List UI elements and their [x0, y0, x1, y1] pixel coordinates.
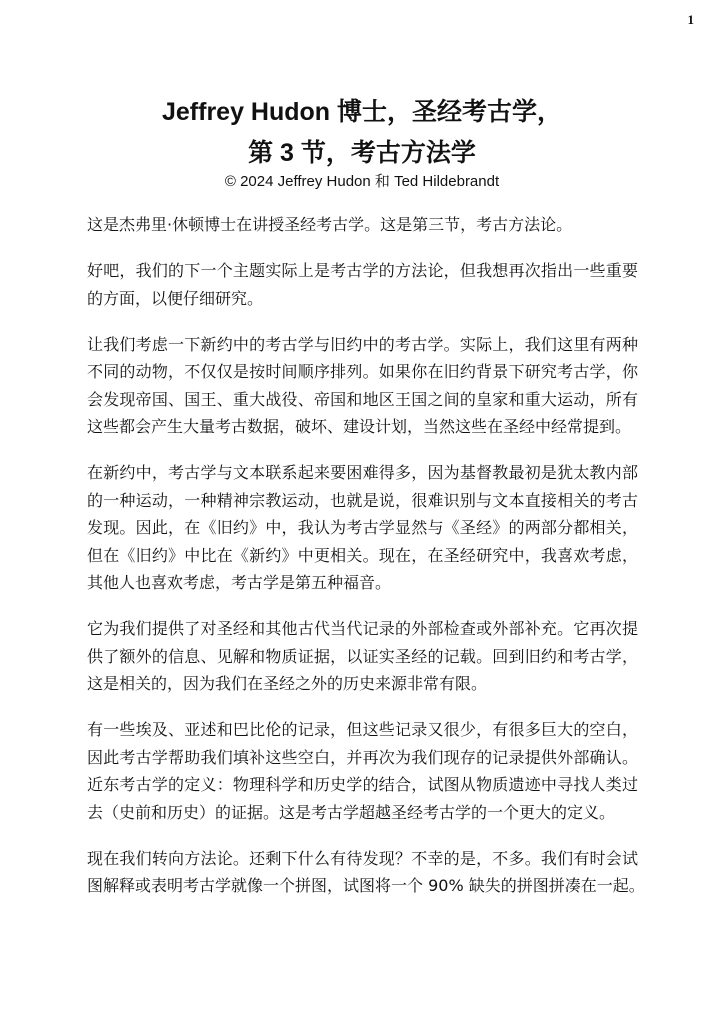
paragraph	[87, 211, 638, 239]
paragraph	[87, 331, 638, 441]
paragraph-line: 让我们考虑一下新约中的考古学与旧约中的考古学。实际上，我们这里有两种	[87, 334, 638, 354]
paragraph-line: 这是杰弗里·休顿博士在讲授圣经考古学。这是第三节，考古方法论。	[87, 215, 573, 234]
paragraph-line: 但在《旧约》中比在《新约》中更相关。现在，在圣经研究中，我喜欢考虑，	[87, 545, 638, 565]
paragraph-line: 供了额外的信息、见解和物质证据，以证实圣经的记载。回到旧约和考古学，	[87, 646, 638, 666]
document-body	[87, 211, 645, 918]
paragraph-line: 图解释或表明考古学就像一个拼图，试图将一个 90% 缺失的拼图拼凑在一起。	[87, 876, 645, 895]
document-title-line-1: Jeffrey Hudon 博士，圣经考古学，	[161, 98, 563, 126]
paragraph-line: 现在我们转向方法论。还剩下什么有待发现？不幸的是，不多。我们有时会试	[87, 848, 638, 868]
paragraph-line: 近东考古学的定义：物理科学和历史学的结合，试图从物质遗迹中寻找人类过	[87, 775, 638, 794]
paragraph-line: 好吧，我们的下一个主题实际上是考古学的方法论，但我想再次指出一些重要	[87, 261, 638, 280]
paragraph-line: 这是相关的，因为我们在圣经之外的历史来源非常有限。	[87, 674, 488, 693]
paragraph-line: 其他人也喜欢考虑，考古学是第五种福音。	[87, 573, 392, 592]
paragraph-line: 的方面，以便仔细研究。	[87, 288, 264, 308]
paragraph-line: 因此考古学帮助我们填补这些空白，并再次为我们现存的记录提供外部确认。	[87, 747, 638, 767]
paragraph	[87, 845, 645, 900]
paragraph-line: 这些都会产生大量考古数据，破坏、建设计划，当然这些在圣经中经常提到。	[87, 417, 632, 436]
paragraph	[87, 257, 638, 312]
paragraph-line: 会发现帝国、国王、重大战役、帝国和地区王国之间的皇家和重大运动，所有	[87, 389, 638, 409]
copyright-notice: © 2024 Jeffrey Hudon 和 Ted Hildebrandt	[224, 173, 500, 190]
paragraph-line: 有一些埃及、亚述和巴比伦的记录，但这些记录又很少，有很多巨大的空白，	[87, 720, 638, 739]
paragraph-line: 去（史前和历史）的证据。这是考古学超越圣经考古学的一个更大的定义。	[87, 802, 616, 822]
paragraph-line: 的一种运动，一种精神宗教运动，也就是说，很难识别与文本直接相关的考古	[87, 490, 638, 510]
paragraph	[87, 716, 638, 826]
document-title-line-2: 第 3 节，考古方法学	[248, 139, 476, 167]
paragraph-line: 在新约中，考古学与文本联系起来要困难得多，因为基督教最初是犹太教内部	[87, 463, 638, 482]
paragraph-line: 它为我们提供了对圣经和其他古代当代记录的外部检查或外部补充。它再次提	[87, 619, 638, 638]
page-number: 1	[687, 12, 694, 27]
paragraph	[87, 615, 638, 698]
paragraph	[87, 459, 638, 597]
paragraph-line: 不同的动物，不仅仅是按时间顺序排列。如果你在旧约背景下研究考古学，你	[87, 362, 638, 381]
paragraph-line: 发现。因此，在《旧约》中，我认为考古学显然与《圣经》的两部分都相关，	[87, 518, 638, 537]
